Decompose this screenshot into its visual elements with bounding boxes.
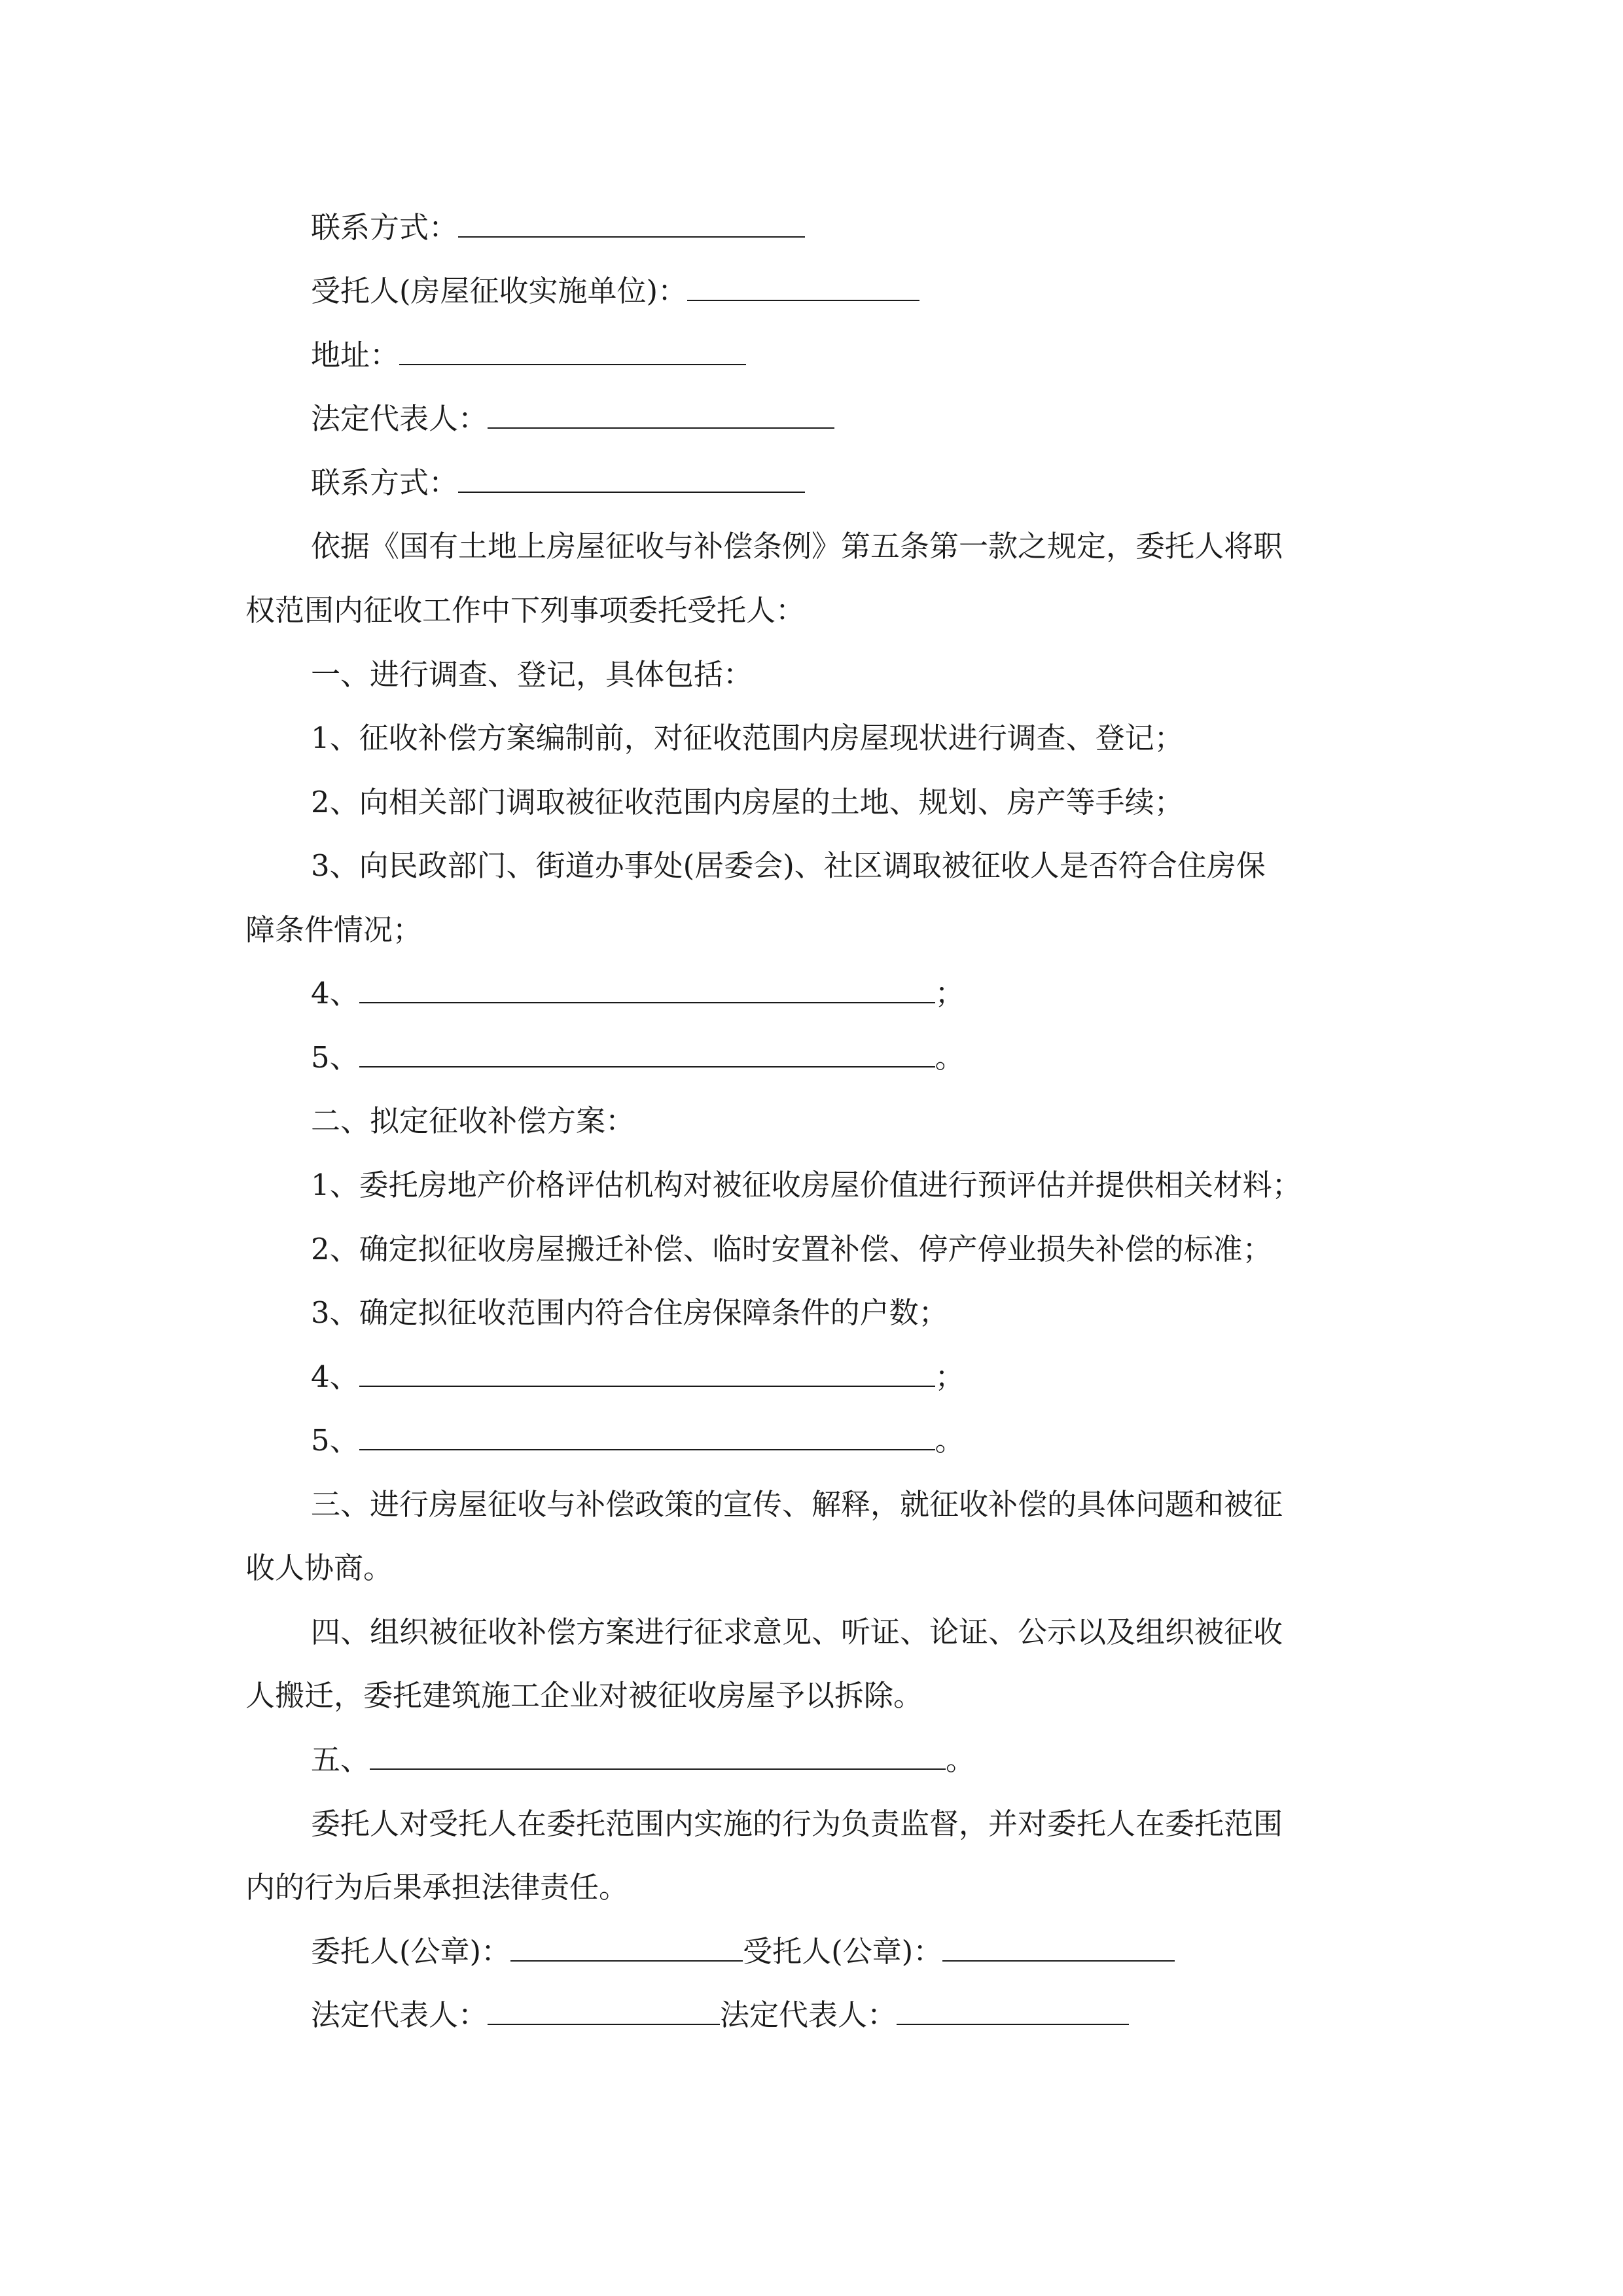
- section1-item3-line2: 障条件情况；: [245, 912, 423, 947]
- section2-item4: [311, 1359, 965, 1394]
- section1-item5-blank[interactable]: [359, 1066, 935, 1067]
- section1-item4-suffix: ；: [935, 976, 965, 1011]
- contact-label-1: 联系方式：: [311, 210, 459, 245]
- legal-rep-label: 法定代表人：: [311, 401, 488, 436]
- section2-item2: 2、确定拟征收房屋搬迁补偿、临时安置补偿、停产停业损失补偿的标准；: [311, 1232, 1272, 1266]
- section1-item3-line1: 3、向民政部门、街道办事处(居委会)、社区调取被征收人是否符合住房保: [311, 848, 1266, 883]
- agent-label: 受托人(房屋征收实施单位)：: [311, 274, 688, 308]
- address-label: 地址：: [311, 338, 400, 372]
- rep-line: [311, 2000, 1129, 2030]
- section5-blank[interactable]: [370, 1768, 946, 1770]
- contact-blank-1[interactable]: [458, 236, 805, 238]
- section4-line2: 人搬迁，委托建筑施工企业对被征收房屋予以拆除。: [245, 1678, 923, 1713]
- section1-item4-blank[interactable]: [359, 1001, 935, 1003]
- section2-item5-blank[interactable]: [359, 1448, 935, 1450]
- agent-rep-blank[interactable]: [897, 2023, 1129, 2025]
- section1-item5: [311, 1040, 965, 1075]
- supervision-line1: 委托人对受托人在委托范围内实施的行为负责监督，并对委托人在委托范围: [311, 1806, 1283, 1841]
- supervision-line2: 内的行为后果承担法律责任。: [245, 1870, 629, 1905]
- address-blank[interactable]: [399, 363, 746, 365]
- agent-seal-blank[interactable]: [942, 1960, 1175, 1962]
- section2-heading: 二、拟定征收补偿方案：: [311, 1103, 635, 1138]
- section1-item4: [311, 976, 965, 1011]
- principal-seal-blank[interactable]: [510, 1960, 743, 1962]
- principal-rep-label: 法定代表人：: [311, 1998, 488, 2032]
- legal-rep-blank[interactable]: [488, 427, 834, 429]
- address-line: [311, 340, 746, 370]
- principal-rep-blank[interactable]: [488, 2023, 720, 2025]
- section2-item3: 3、确定拟征收范围内符合住房保障条件的户数；: [311, 1295, 948, 1330]
- section4-line1: 四、组织被征收补偿方案进行征求意见、听证、论证、公示以及组织被征收: [311, 1615, 1283, 1649]
- intro-line-1: 依据《国有土地上房屋征收与补偿条例》第五条第一款之规定，委托人将职: [311, 529, 1283, 564]
- seal-line: [311, 1934, 1175, 1969]
- section2-item4-blank[interactable]: [359, 1385, 935, 1387]
- principal-seal-label: 委托人(公章)：: [311, 1934, 511, 1969]
- contact-line-1: [311, 210, 805, 245]
- agent-seal-label: 受托人(公章)：: [743, 1934, 943, 1969]
- section2-item1: 1、委托房地产价格评估机构对被征收房屋价值进行预评估并提供相关材料；: [311, 1168, 1302, 1202]
- section1-item4-prefix: 4、: [311, 976, 359, 1011]
- section5-prefix: 五、: [311, 1742, 370, 1777]
- agent-line: [311, 276, 919, 306]
- section2-item5-prefix: 5、: [311, 1423, 359, 1458]
- contact-label-2: 联系方式：: [311, 465, 459, 500]
- section3-line1: 三、进行房屋征收与补偿政策的宣传、解释，就征收补偿的具体问题和被征: [311, 1487, 1283, 1522]
- section1-heading: 一、进行调查、登记，具体包括：: [311, 657, 753, 692]
- section2-item4-prefix: 4、: [311, 1359, 359, 1394]
- section5: [311, 1742, 976, 1777]
- section2-item4-suffix: ；: [935, 1359, 965, 1394]
- section5-suffix: 。: [946, 1742, 976, 1777]
- contact-blank-2[interactable]: [458, 491, 805, 493]
- contact-line-2: [311, 465, 805, 500]
- section2-item5: [311, 1423, 965, 1458]
- section1-item5-suffix: 。: [935, 1040, 965, 1075]
- intro-line-2: 权范围内征收工作中下列事项委托受托人：: [245, 593, 806, 628]
- agent-rep-label: 法定代表人：: [720, 1998, 897, 2032]
- section2-item5-suffix: 。: [935, 1423, 965, 1458]
- section1-item2: 2、向相关部门调取被征收范围内房屋的土地、规划、房产等手续；: [311, 785, 1184, 819]
- section1-item1: 1、征收补偿方案编制前，对征收范围内房屋现状进行调查、登记；: [311, 721, 1184, 755]
- legal-rep-line: [311, 401, 834, 436]
- section1-item5-prefix: 5、: [311, 1040, 359, 1075]
- agent-blank[interactable]: [687, 299, 919, 301]
- section3-line2: 收人协商。: [245, 1551, 393, 1585]
